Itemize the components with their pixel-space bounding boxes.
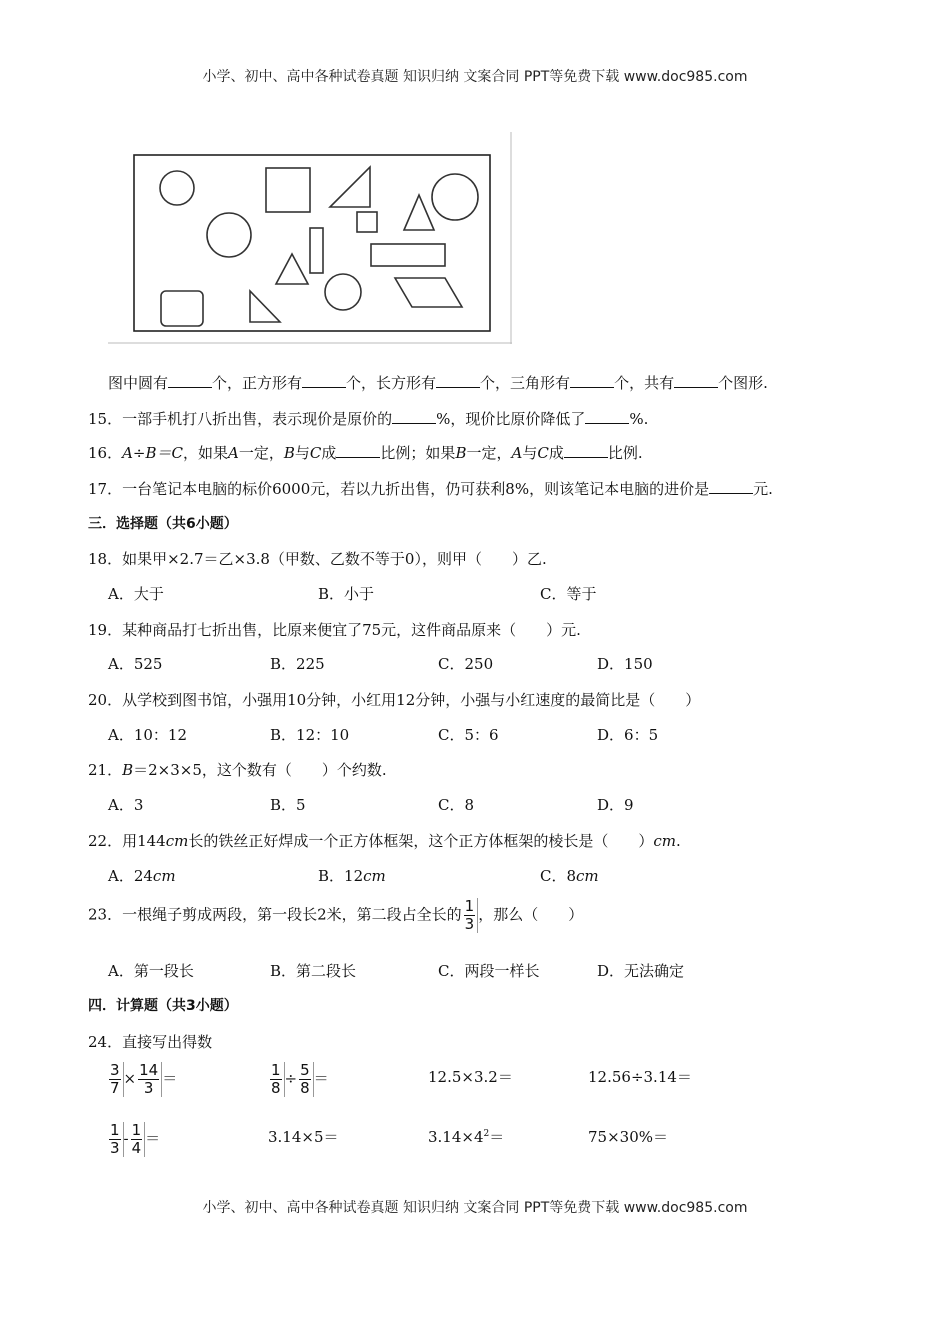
- question-24: 24．直接写出得数: [88, 1033, 213, 1051]
- shapes-figure: [108, 132, 512, 344]
- q18-option-a: A．大于: [108, 585, 164, 603]
- q22-option-b: B．12cm: [318, 867, 386, 885]
- question-17: 17．一台笔记本电脑的标价6000元，若以九折出售，仍可获利8%，则该笔记本电脑的进价是 元.: [88, 480, 773, 498]
- calc-expr-2: $\frac{1}{8}$ ÷ $\frac{5}{8}$ ＝: [268, 1062, 329, 1097]
- triangle-shape: [250, 291, 280, 322]
- calc-expr-7: $3.14\times 4^2=$: [428, 1128, 505, 1146]
- section-4-title: 四．计算题（共3小题）: [88, 998, 238, 1014]
- q19-option-c: C．250: [438, 655, 494, 673]
- question-18: 18．如果甲×2.7＝乙×3.8（甲数、乙数不等于0），则甲（ ）乙.: [88, 550, 547, 568]
- q19-option-a: A．525: [108, 655, 163, 673]
- q23-option-d: D．无法确定: [597, 962, 685, 980]
- square-shape: [357, 212, 377, 232]
- question-21: 21．B＝2×3×5，这个数有（ ）个约数.: [88, 761, 387, 779]
- q18-option-b: B．小于: [318, 585, 375, 603]
- rectangle-shape: [310, 228, 323, 273]
- calc-expr-5: $\frac{1}{3}$ - $\frac{1}{4}$ ＝: [107, 1122, 160, 1157]
- q23-option-b: B．第二段长: [270, 962, 357, 980]
- calc-expr-3: 12.5×3.2＝: [428, 1068, 513, 1086]
- circle-shape: [160, 171, 194, 205]
- square-shape: [161, 291, 203, 326]
- question-22: 22．用144cm长的铁丝正好焊成一个正方体框架，这个正方体框架的棱长是（ ）cm.: [88, 832, 681, 850]
- question-23: 23．一根绳子剪成两段，第一段长2米，第二段占全长的 $\frac{1}{3}$ ，那么（ ）: [88, 897, 584, 933]
- triangle-shape: [276, 254, 308, 284]
- q20-option-a: A．10：12: [108, 726, 188, 744]
- question-15: 15．一部手机打八折出售，表示现价是原价的 %，现价比原价降低了 %.: [88, 410, 649, 428]
- q19-option-d: D．150: [597, 655, 653, 673]
- q19-option-b: B．225: [270, 655, 325, 673]
- q23-option-c: C．两段一样长: [438, 962, 540, 980]
- section-3-title: 三．选择题（共6小题）: [88, 516, 238, 532]
- calc-expr-6: 3.14×5＝: [268, 1128, 339, 1146]
- calc-expr-1: $\frac{3}{7}$ × $\frac{14}{3}$ ＝: [107, 1062, 177, 1097]
- triangle-shape: [404, 195, 434, 230]
- rectangle-shape: [371, 244, 445, 266]
- page-footer: 小学、初中、高中各种试卷真题 知识归纳 文案合同 PPT等免费下载 www.doc985.com: [202, 1200, 748, 1216]
- circle-shape: [325, 274, 361, 310]
- parallelogram-shape: [395, 278, 462, 307]
- q21-option-a: A．3: [108, 796, 144, 814]
- question-20: 20．从学校到图书馆，小强用10分钟，小红用12分钟，小强与小红速度的最简比是（ ）: [88, 691, 701, 709]
- page-header: 小学、初中、高中各种试卷真题 知识归纳 文案合同 PPT等免费下载 www.doc985.com: [202, 69, 748, 85]
- question-figure: 图中圆有 个，正方形有 个，长方形有 个，三角形有 个，共有 个图形.: [108, 374, 768, 392]
- q21-option-c: C．8: [438, 796, 475, 814]
- calc-expr-8: 75×30%＝: [588, 1128, 668, 1146]
- q20-option-c: C．5：6: [438, 726, 499, 744]
- circle-shape: [207, 213, 251, 257]
- calc-expr-4: 12.56÷3.14＝: [588, 1068, 692, 1086]
- fraction-one-third: $\frac{1}{3}$: [462, 898, 479, 933]
- q18-option-c: C．等于: [540, 585, 597, 603]
- q21-option-b: B．5: [270, 796, 306, 814]
- q23-option-a: A．第一段长: [108, 962, 194, 980]
- triangle-shape: [330, 167, 370, 207]
- question-16: 16．A÷B＝C，如果A一定，B与C成 比例；如果B一定，A与C成 比例.: [88, 444, 643, 462]
- square-shape: [266, 168, 310, 212]
- q20-option-b: B．12：10: [270, 726, 350, 744]
- q22-option-a: A．24cm: [108, 867, 176, 885]
- q21-option-d: D．9: [597, 796, 634, 814]
- circle-shape: [432, 174, 478, 220]
- q20-option-d: D．6：5: [597, 726, 659, 744]
- question-19: 19．某种商品打七折出售，比原来便宜了75元，这件商品原来（ ）元.: [88, 621, 581, 639]
- q22-option-c: C．8cm: [540, 867, 599, 885]
